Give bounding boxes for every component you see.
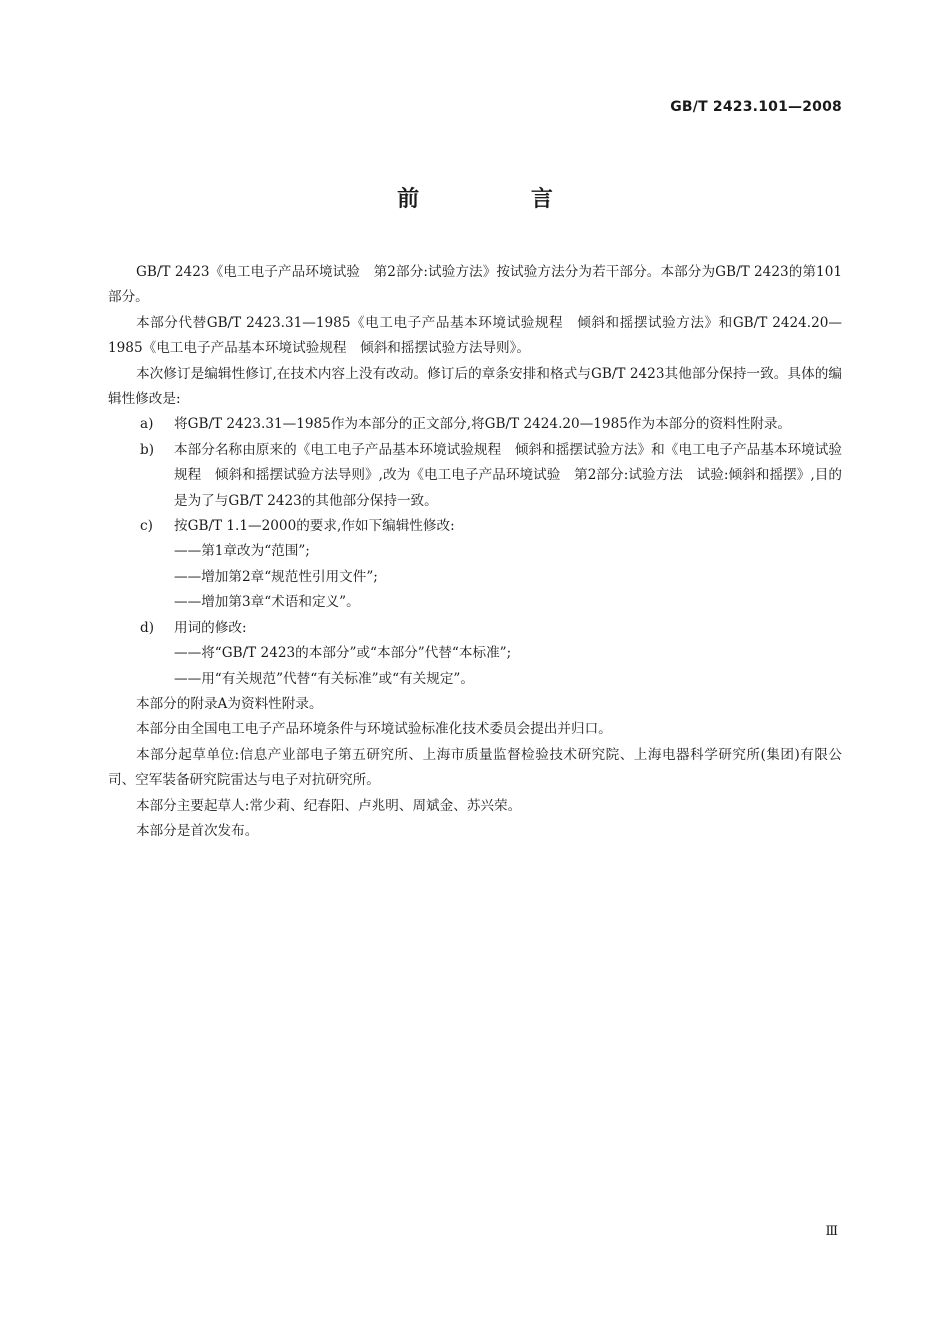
sub-item: ——用“有关规范”代替“有关标准”或“有关规定”。 (174, 670, 474, 687)
paragraph-appendix: 本部分的附录A为资料性附录。 (136, 695, 323, 712)
sub-item: ——将“GB/T 2423的本部分”或“本部分”代替“本标准”; (174, 645, 512, 662)
sub-item: ——增加第3章“术语和定义”。 (174, 594, 360, 611)
list-marker: b) (140, 441, 155, 458)
list-item-b (108, 438, 842, 514)
paragraph-drafters: 本部分主要起草人:常少莉、纪春阳、卢兆明、周斌金、苏兴荣。 (136, 797, 522, 814)
list-marker: d) (140, 619, 155, 636)
paragraph-replaces: 本部分代替GB/T 2423.31—1985《电工电子产品基本环境试验规程 倾斜和摇摆试验方法》和GB/T 2424.20—1985《电工电子产品基本环境试验规程 倾斜和摇摆试验方法导则》。 (108, 314, 842, 357)
sub-item: ——第1章改为“范围”; (174, 543, 310, 560)
paragraph-intro: GB/T 2423《电工电子产品环境试验 第2部分:试验方法》按试验方法分为若干部分。本部分为GB/T 2423的第101部分。 (108, 264, 842, 306)
standard-code: GB/T 2423.101—2008 (670, 99, 842, 115)
list-item-a (108, 412, 842, 437)
page-title: 前 言 (397, 187, 605, 212)
paragraph-drafting-units: 本部分起草单位:信息产业部电子第五研究所、上海市质量监督检验技术研究院、上海电器科学研究所(集团)有限公司、空军装备研究院雷达与电子对抗研究所。 (108, 746, 842, 789)
paragraph-first-release: 本部分是首次发布。 (136, 822, 259, 839)
list-item-text: 按GB/T 1.1—2000的要求,作如下编辑性修改: (174, 518, 455, 535)
page-number: Ⅲ (825, 1224, 838, 1239)
document-body (108, 260, 842, 844)
list-item-text: 用词的修改: (174, 619, 247, 636)
list-item-d (108, 616, 842, 641)
sub-item: ——增加第2章“规范性引用文件”; (174, 568, 378, 585)
list-item-text: 将GB/T 2423.31—1985作为本部分的正文部分,将GB/T 2424.20—1985作为本部分的资料性附录。 (174, 416, 792, 433)
list-item-c (108, 514, 842, 539)
list-marker: a) (140, 416, 154, 433)
paragraph-proposer: 本部分由全国电工电子产品环境条件与环境试验标准化技术委员会提出并归口。 (136, 721, 612, 738)
list-item-text: 本部分名称由原来的《电工电子产品基本环境试验规程 倾斜和摇摆试验方法》和《电工电子产品基本环境试验规程 倾斜和摇摆试验方法导则》,改为《电工电子产品环境试验 第2部分:试验方法 试验:倾斜和摇摆》,目的是为了与GB/T 2423的其他部分保持一致。 (174, 441, 842, 509)
list-marker: c) (140, 518, 153, 535)
paragraph-revision: 本次修订是编辑性修订,在技术内容上没有改动。修订后的章条安排和格式与GB/T 2423其他部分保持一致。具体的编辑性修改是: (108, 365, 842, 408)
